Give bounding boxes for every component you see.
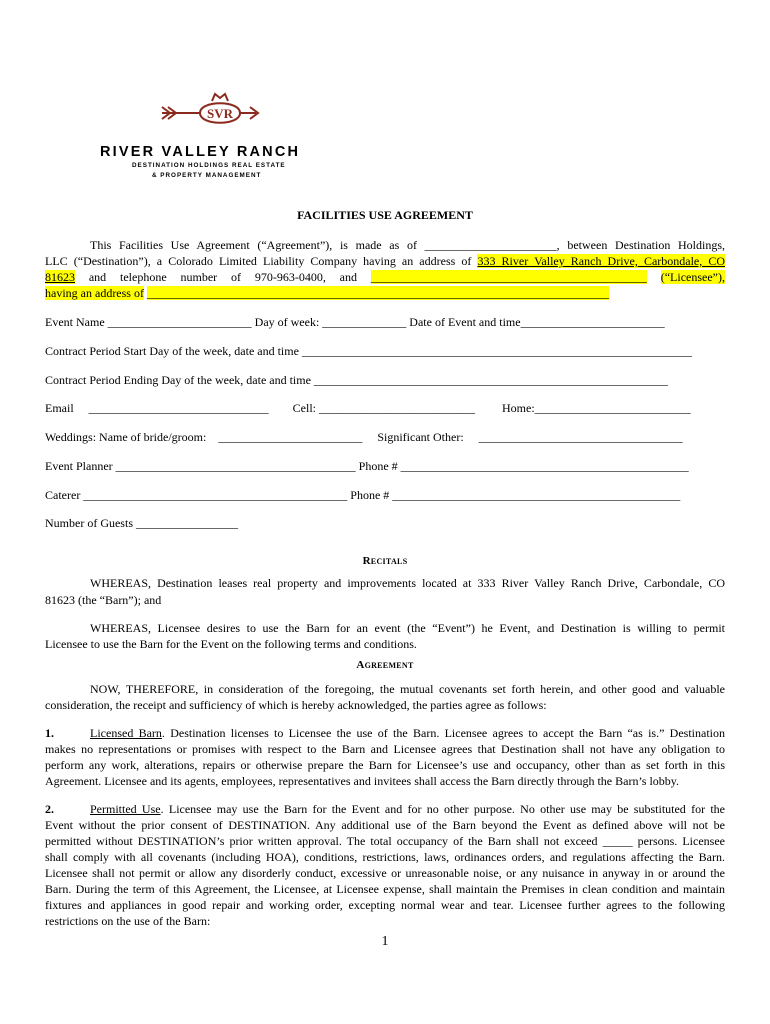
recital-2-line-1: WHEREAS, Licensee desires to use the Barn for an event (the “Event”) he Event, and Destination is willing to permit xyxy=(90,621,725,635)
event-planner-field[interactable]: Event Planner ________________________________________ Phone # ________________________________________________ xyxy=(45,459,689,473)
licensee-label: (“Licensee”), xyxy=(660,270,725,284)
brand-text: RIVER VALLEY RANCH xyxy=(100,144,301,160)
intro-line-2 xyxy=(45,254,725,269)
intro-text: LLC (“Destination”), a Colorado Limited Liability Company having an address of xyxy=(45,254,472,268)
cell-field[interactable]: Cell: __________________________ xyxy=(292,401,476,415)
section-2-number: 2. xyxy=(45,802,54,816)
section-2-line-8: restrictions on the use of the Barn: xyxy=(45,914,211,928)
agreement-heading xyxy=(0,659,770,671)
section-2-line-3: permitted without DESTINATION’s prior written approval. The total occupancy of the Barn shall not exceed _____ persons. Licensee xyxy=(45,834,725,848)
bride-groom-field[interactable]: ________________________ xyxy=(218,430,363,444)
intro-text: and telephone number of 970-963-0400, and xyxy=(88,270,358,284)
home-field[interactable]: Home:__________________________ xyxy=(502,401,691,415)
section-1-number: 1. xyxy=(45,726,54,740)
contract-start-field[interactable]: Contract Period Start Day of the week, date and time _________________________________________________________________ xyxy=(45,344,692,358)
recital-2-line-2: Licensee to use the Barn for the Event on the following terms and conditions. xyxy=(45,637,417,651)
event-date-time-field[interactable]: Date of Event and time________________________ xyxy=(409,315,665,329)
section-2-line-2: Event without the prior consent of DESTINATION. Any additional use of the Barn beyond the Event as defined above will not be xyxy=(45,818,725,832)
river-valley-ranch-logo xyxy=(160,92,300,134)
contract-end-field[interactable]: Contract Period Ending Day of the week, date and time ___________________________________________________________ xyxy=(45,373,668,387)
page-number: 1 xyxy=(381,934,389,949)
licensee-name-blank[interactable]: ______________________________________________ xyxy=(370,270,647,284)
intro-text: This Facilities Use Agreement (“Agreement”), is made as of xyxy=(90,238,417,252)
brand-name xyxy=(100,144,300,160)
contact-row xyxy=(45,401,691,416)
logo-crown xyxy=(212,94,228,101)
licensee-address-blank[interactable]: _____________________________________________________________________________ xyxy=(146,286,609,300)
section-2-line-1 xyxy=(45,802,725,817)
section-1-line-2: makes no representations or promises with respect to the Barn and Licensee agrees that Destination shall not have any obligation to xyxy=(45,742,725,756)
section-1-title: Licensed Barn xyxy=(90,726,162,740)
intro-text: having an address of xyxy=(45,286,144,300)
now-therefore-line-2: consideration, the receipt and sufficiency of which is hereby acknowledged, the parties agree as follows: xyxy=(45,698,547,712)
agreement-heading-text: Agreement xyxy=(356,659,414,671)
brand-subtitle-1: DESTINATION HOLDINGS REAL ESTATE xyxy=(132,162,286,169)
significant-other-label: Significant Other: xyxy=(377,430,464,444)
event-info-row xyxy=(45,315,665,330)
weddings-label: Weddings: Name of bride/groom: xyxy=(45,430,207,444)
section-2-line-4: shall comply with all covenants (including HOA), conditions, restrictions, laws, ordinances orders, and regulations affecting the Barn. xyxy=(45,850,725,864)
recital-1-line-2: 81623 (the “Barn”); and xyxy=(45,593,162,607)
destination-zip: 81623 xyxy=(45,270,75,284)
email-field[interactable]: ______________________________ xyxy=(88,401,269,415)
now-therefore-line-1: NOW, THEREFORE, in consideration of the foregoing, the mutual covenants set forth herein, and other good and valuable xyxy=(90,682,725,696)
document-title: FACILITIES USE AGREEMENT xyxy=(297,208,473,222)
section-2-line-6: Barn. During the term of this Agreement, the Licensee, at Licensee expense, shall maintain the Premises in clean condition and maintain xyxy=(45,882,725,896)
logo-monogram: SVR xyxy=(206,106,234,121)
recitals-heading xyxy=(0,555,770,567)
section-1-text: . Destination licenses to Licensee the use of the Barn. Licensee agrees to accept the Barn “as is.” Destination xyxy=(161,726,726,740)
significant-other-field[interactable]: __________________________________ xyxy=(478,430,683,444)
event-name-field[interactable]: Event Name ________________________ xyxy=(45,315,252,329)
brand-subtitle-2: & PROPERTY MANAGEMENT xyxy=(152,172,262,179)
section-2-line-7: fixtures and appliances in good repair and working order, excepting normal wear and tear. Licensee further agrees to the following xyxy=(45,898,725,912)
intro-line-3 xyxy=(45,270,725,285)
day-of-week-field[interactable]: Day of week: ______________ xyxy=(254,315,407,329)
section-1-line-1 xyxy=(45,726,725,741)
section-1-line-3: perform any work, alterations, repairs or otherwise prepare the Barn for Licensee’s use and occupancy, other than as set forth in this xyxy=(45,758,725,772)
number-of-guests-field[interactable]: Number of Guests _________________ xyxy=(45,516,238,530)
arrow-head xyxy=(240,107,258,119)
section-2-title: Permitted Use xyxy=(90,802,161,816)
recital-1-line-1: WHEREAS, Destination leases real property and improvements located at 333 River Valley Ranch Drive, Carbondale, CO xyxy=(90,576,725,590)
section-2-line-5: Licensee shall not permit or allow any disorderly conduct, excessive or unreasonable noise, or any nuisance in anyway in or around the xyxy=(45,866,725,880)
section-1-line-4: Agreement. Licensee and its agents, employees, representatives and invitees shall access the Barn directly through the Barn’s lobby. xyxy=(45,774,680,788)
caterer-field[interactable]: Caterer ____________________________________________ Phone # ________________________________________________ xyxy=(45,488,681,502)
email-label: Email xyxy=(45,401,74,415)
destination-address: 333 River Valley Ranch Drive, Carbondale, CO xyxy=(477,254,726,268)
section-2-text: . Licensee may use the Barn for the Event and for no other purpose. No other use may be substituted for the xyxy=(160,802,725,816)
agreement-date-blank[interactable]: ______________________, between Destination Holdings, xyxy=(424,238,726,252)
recitals-heading-text: Recitals xyxy=(362,555,408,567)
weddings-row xyxy=(45,430,683,445)
intro-line-4 xyxy=(45,286,609,301)
intro-line-1 xyxy=(90,238,725,253)
